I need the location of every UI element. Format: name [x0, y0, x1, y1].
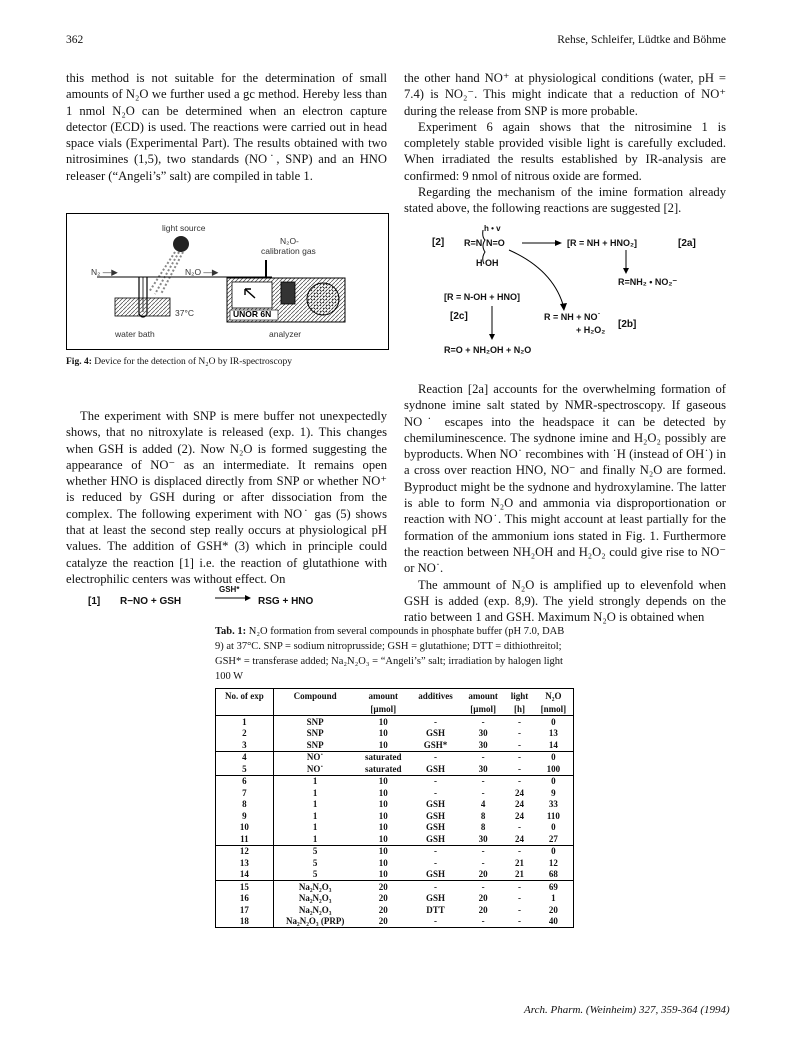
- scheme-salt: R=NH₂ • NO₂⁻: [618, 277, 678, 287]
- table-cell: 20: [478, 893, 488, 904]
- figure-ir-device: [66, 213, 389, 350]
- table-units-row: [216, 703, 574, 716]
- table-header-row: [216, 689, 574, 704]
- table-cell: -: [410, 881, 461, 893]
- header-cell: additives: [410, 689, 461, 704]
- scheme-arrows: [404, 230, 726, 360]
- calibration-gas-label-2: calibration gas: [261, 246, 316, 256]
- table-cell: -: [481, 787, 485, 798]
- table-cell: 3: [216, 739, 274, 751]
- table-cell: GSH: [426, 893, 446, 904]
- table-cell: 1: [312, 810, 318, 821]
- table-row: [216, 810, 574, 822]
- table-cell: -: [434, 857, 438, 868]
- analyzer-name-label: UNOR 6N: [233, 309, 272, 319]
- scheme-hoh: H OH: [476, 258, 499, 268]
- table-cell: 30: [478, 728, 488, 739]
- table-cell: -: [518, 716, 522, 727]
- table-cell: 10: [356, 775, 410, 787]
- table-cell: 10: [378, 716, 388, 727]
- table-row: [216, 751, 574, 763]
- scheme-label-2c: [2c]: [450, 311, 468, 322]
- table-cell: 4: [480, 799, 486, 810]
- unit-cell: [µmol]: [356, 703, 410, 716]
- table-cell: saturated: [356, 751, 410, 763]
- table-cell: saturated: [365, 763, 402, 774]
- table-cell: 0: [534, 822, 574, 834]
- table-cell: -: [410, 845, 461, 857]
- table-cell: 0: [534, 775, 574, 787]
- table-cell: 10: [378, 810, 388, 821]
- table-cell: 12: [534, 857, 574, 869]
- table-cell: NO˙: [306, 763, 324, 774]
- table-cell: 33: [534, 799, 574, 811]
- table-cell: 100: [534, 763, 574, 775]
- table-cell: GSH: [426, 799, 446, 810]
- table-cell: -: [518, 763, 522, 774]
- table-cell: 0: [534, 716, 574, 728]
- unit-cell: [410, 703, 461, 716]
- table-cell: NO˙: [273, 751, 356, 763]
- table-cell: 16: [216, 893, 274, 905]
- table-cell: 10: [378, 822, 388, 833]
- table-cell: 10: [378, 787, 388, 798]
- table-cell: 20: [356, 916, 410, 928]
- table-cell: 10: [378, 857, 388, 868]
- n2o-arrow-label-1: N₂O —▶: [185, 267, 219, 277]
- table-cell: 8: [216, 799, 274, 811]
- paragraph: Reaction [2a] accounts for the overwhelming formation of sydnone imine salt stated by NMR-spectroscopy. If gaseous NO˙ escapes into the headspace it can be detected by chemiluminescence. The sydnone imine and H₂O₂ possibly are byproducts. When NO˙ recombines with ˙H (instead of OH˙) in a cross over reaction HNO, NO⁻ and finally N₂O are formed. Byproduct might be the sydnone and hydroxylamine. The latter is able to form N₂O and ammonia via disproportionation or reaction with NO˙. This might account at least partially for the formation of the ammonium ions stated in Fig. 1. Furthermore the reaction between NH₂OH and H₂O₂ could give rise to NO⁻ or NO˙.: [404, 382, 726, 576]
- table-cell: GSH: [426, 810, 446, 821]
- scheme-start: R=N: [464, 238, 483, 248]
- table-cell: 9: [534, 787, 574, 799]
- paragraph: this method is not suitable for the determination of small amounts of N₂O we further used a gc method. Hereby less than 1 nmol N₂O can be determined when an electron capture detector (ECD) is used. The reactions were carried out in head space vials (Experimental Part). The results obtained with two nitrosimines (1,5), two standards (NO˙, SNP) and an HNO releaser (“Angeli’s” salt) are compiled in table 1.: [66, 71, 387, 183]
- scheme-hv: h • v: [484, 224, 501, 233]
- table-cell: 68: [534, 869, 574, 881]
- table-cell: 5: [216, 763, 274, 775]
- scheme-product-2c: R=O + NH₂OH + N₂O: [444, 345, 532, 355]
- paragraph: Experiment 6 again shows that the nitrosimine 1 is completely stable provided visible light is carefully excluded. When irradiated the results established by IR-analysis are confirmed: 9 nmol of nitrous oxide are formed.: [404, 119, 726, 183]
- table-cell: -: [481, 716, 485, 727]
- table-cell: 110: [534, 810, 574, 822]
- table-cell: 1: [273, 775, 356, 787]
- table-cell: DTT: [426, 904, 445, 915]
- table-cell: 0: [534, 751, 574, 763]
- table-cell: 9: [216, 810, 274, 822]
- table-row: [216, 833, 574, 845]
- scheme-label-2a: [2a]: [678, 238, 696, 249]
- table-cell: 11: [216, 833, 274, 845]
- table-cell: Na₂N₂O₃: [298, 893, 332, 904]
- table-row: [216, 787, 574, 799]
- table-cell: GSH: [426, 833, 446, 844]
- table-row: [216, 822, 574, 834]
- table-cell: -: [505, 775, 533, 787]
- calibration-gas-label-1: N₂O-: [280, 236, 299, 246]
- table-cell: -: [410, 775, 461, 787]
- table-cell: GSH: [426, 728, 446, 739]
- paragraph: The experiment with SNP is mere buffer not unexpectedly shows, that no nitroxylate is released (exp. 1). This changes when GSH is added (2). Now N₂O is formed suggesting the appearance of NO⁻ as an intermediate. It remains open whether HNO is displaced directly from SNP or whether NO⁺ is reduced by GSH during or after dissociation from the complex. The following experiment with NO˙ gas (5) shows that at least the second step really occurs at physiological pH values. The addition of GSH* (3) which in principle could catalyze the reaction [1] i.e. the reaction of glutathione with electrophilic centers was without effect. On: [66, 409, 387, 586]
- table-cell: 20: [478, 904, 488, 915]
- paragraph: The ammount of N₂O is amplified up to elevenfold when GSH is added (exp. 8,9). The yield strongly depends on the ratio between 1 and GSH. Maximum N₂O is obtained when: [404, 577, 726, 625]
- table-cell: 0: [534, 845, 574, 857]
- table-cell: 6: [216, 775, 274, 787]
- table-cell: 27: [534, 833, 574, 845]
- page-number: 362: [66, 34, 84, 46]
- unit-cell: [h]: [505, 703, 533, 716]
- table-cell: 13: [534, 728, 574, 740]
- n2-inlet-label: N₂ —▶: [91, 267, 118, 277]
- table-cell: 21: [515, 869, 525, 880]
- table-cell: 2: [216, 728, 274, 740]
- table-cell: 1: [312, 799, 318, 810]
- table-cell: 24: [515, 810, 525, 821]
- table-cell: 24: [515, 787, 525, 798]
- equation-1-rhs: RSG + HNO: [258, 596, 314, 607]
- table-row: [216, 739, 574, 751]
- table-cell: 1: [312, 787, 318, 798]
- scheme-intermediate: [R = N-OH + HNO]: [444, 292, 521, 302]
- scheme-product-2b-2: + H₂O₂: [576, 325, 606, 335]
- table-cell: -: [518, 728, 522, 739]
- figure-caption-text: Device for the detection of N₂O by IR-spectroscopy: [91, 357, 292, 367]
- table-cell: 1: [312, 822, 318, 833]
- table-cell: -: [481, 857, 485, 868]
- scheme-label-2: [2]: [432, 237, 445, 248]
- table-cell: SNP: [306, 728, 324, 739]
- table-cell: 15: [216, 881, 274, 893]
- table-cell: -: [518, 739, 522, 750]
- table-cell: -: [505, 845, 533, 857]
- table-cell: -: [410, 751, 461, 763]
- header-cell: Compound: [273, 689, 356, 704]
- scheme-label-2b: [2b]: [618, 319, 637, 330]
- table-cell: 4: [216, 751, 274, 763]
- left-column-bottom: [66, 408, 387, 587]
- table-row: [216, 893, 574, 905]
- table-cell: 8: [480, 822, 486, 833]
- right-column-bottom: [404, 381, 726, 625]
- table-cell: Na₂N₂O₃ (PRP): [273, 916, 356, 928]
- table-cell: GSH*: [423, 739, 448, 750]
- temperature-label: 37°C: [175, 308, 194, 318]
- table-row: [216, 799, 574, 811]
- table-cell: 1: [534, 893, 574, 905]
- table-cell: Na₂N₂O₃: [298, 904, 332, 915]
- table-cell: 10: [216, 822, 274, 834]
- table-cell: 7: [216, 787, 274, 799]
- table-cell: 10: [378, 869, 388, 880]
- table-cell: 12: [216, 845, 274, 857]
- table-cell: GSH: [426, 869, 446, 880]
- table-cell: 30: [478, 763, 488, 774]
- table-row: [216, 857, 574, 869]
- table-cell: 20: [378, 904, 388, 915]
- header-cell: amount: [356, 689, 410, 704]
- table-cell: SNP: [306, 739, 324, 750]
- table-cell: 17: [216, 904, 274, 916]
- figure-caption: [66, 357, 292, 367]
- equation-1-catalyst: GSH*: [219, 585, 240, 594]
- table-row: [216, 916, 574, 928]
- table-cell: 30: [478, 739, 488, 750]
- equation-1-label: [1]: [88, 596, 101, 607]
- lamp-icon: [173, 236, 189, 252]
- table-cell: 21: [515, 857, 525, 868]
- table-cell: 1: [216, 716, 274, 728]
- running-header-authors: Rehse, Schleifer, Lüdtke and Böhme: [557, 34, 726, 46]
- table-cell: -: [434, 716, 438, 727]
- table-row: [216, 869, 574, 881]
- table-row: [216, 763, 574, 775]
- table-cell: -: [518, 904, 522, 915]
- table-cell: 24: [515, 833, 525, 844]
- table-cell: 69: [534, 881, 574, 893]
- table-cell: -: [505, 916, 533, 928]
- table-cell: -: [518, 893, 522, 904]
- table-caption-label: Tab. 1:: [215, 626, 247, 637]
- table-cell: -: [505, 881, 533, 893]
- table-row: [216, 775, 574, 787]
- table-cell: -: [461, 845, 505, 857]
- table-cell: 5: [312, 857, 318, 868]
- table-cell: 20: [534, 904, 574, 916]
- equation-arrow-icon: [215, 594, 253, 602]
- table-cell: 20: [378, 893, 388, 904]
- unit-cell: [216, 703, 274, 716]
- table-cell: 14: [534, 739, 574, 751]
- table-row: [216, 904, 574, 916]
- table-row: [216, 728, 574, 740]
- table-cell: 8: [480, 810, 486, 821]
- table-cell: -: [461, 751, 505, 763]
- table-cell: 10: [378, 799, 388, 810]
- unit-cell: [273, 703, 356, 716]
- table-cell: -: [461, 775, 505, 787]
- table-caption-text: N₂O formation from several compounds in phosphate buffer (pH 7.0, DAB 9) at 37°C. SNP = sodium nitroprusside; GSH = glutathione; DTT = dithiothreitol; GSH* = transferase added; Na₂N₂O₃ = “Angeli’s” salt; irradiation by halogen light 100 W: [215, 626, 565, 682]
- paragraph: the other hand NO⁺ at physiological conditions (water, pH = 7.4) is NO₂⁻. This might indicate that a reduction of NO⁺ during the release from SNP is more probable.: [404, 71, 726, 118]
- header-cell: amount: [461, 689, 505, 704]
- table-cell: -: [461, 916, 505, 928]
- table-cell: -: [518, 822, 522, 833]
- equation-1-lhs: R−NO + GSH: [120, 596, 182, 607]
- results-table: [215, 688, 574, 928]
- scheme-product-2b-1: R = NH + NO˙: [544, 312, 601, 322]
- table-cell: 20: [356, 881, 410, 893]
- table-cell: GSH: [426, 822, 446, 833]
- table-cell: 14: [216, 869, 274, 881]
- table-cell: 30: [478, 833, 488, 844]
- table-cell: -: [461, 881, 505, 893]
- table-row: [216, 881, 574, 893]
- analyzer-label: analyzer: [269, 329, 302, 339]
- table-cell: -: [410, 916, 461, 928]
- table-cell: 10: [356, 845, 410, 857]
- paragraph: Regarding the mechanism of the imine formation already stated above, the following reactions are suggested [2].: [404, 185, 726, 216]
- table-cell: -: [505, 751, 533, 763]
- unit-cell: [µmol]: [461, 703, 505, 716]
- light-source-label: light source: [162, 223, 206, 233]
- water-bath-label: water bath: [115, 329, 155, 339]
- table-cell: GSH: [426, 763, 446, 774]
- scheme-product-2a: [R = NH + HNO₂]: [567, 238, 638, 248]
- header-cell: No. of exp: [216, 689, 274, 704]
- apparatus-drawing: [67, 214, 388, 349]
- table-cell: 5: [273, 845, 356, 857]
- table-cell: 20: [478, 869, 488, 880]
- table-row: [216, 716, 574, 728]
- table-cell: 10: [378, 739, 388, 750]
- table-row: [216, 845, 574, 857]
- table-cell: 5: [312, 869, 318, 880]
- figure-caption-label: Fig. 4:: [66, 357, 92, 367]
- table-cell: -: [434, 787, 438, 798]
- table-cell: 24: [515, 799, 525, 810]
- left-column-top: [66, 70, 387, 184]
- table-cell: 13: [216, 857, 274, 869]
- unit-cell: [nmol]: [534, 703, 574, 716]
- table-cell: 18: [216, 916, 274, 928]
- table-cell: 1: [312, 833, 318, 844]
- table-cell: Na₂N₂O₃: [273, 881, 356, 893]
- table-caption: [215, 624, 573, 684]
- header-cell: N₂O: [534, 689, 574, 704]
- table-cell: SNP: [306, 716, 324, 727]
- header-cell: light: [505, 689, 533, 704]
- table-cell: 10: [378, 833, 388, 844]
- right-column-top: [404, 70, 726, 217]
- reaction-scheme: [404, 224, 726, 360]
- scheme-nitroso: N=O: [486, 238, 505, 248]
- journal-footer: Arch. Pharm. (Weinheim) 327, 359-364 (1994): [524, 1004, 730, 1016]
- table-cell: 10: [378, 728, 388, 739]
- table-cell: 40: [534, 916, 574, 928]
